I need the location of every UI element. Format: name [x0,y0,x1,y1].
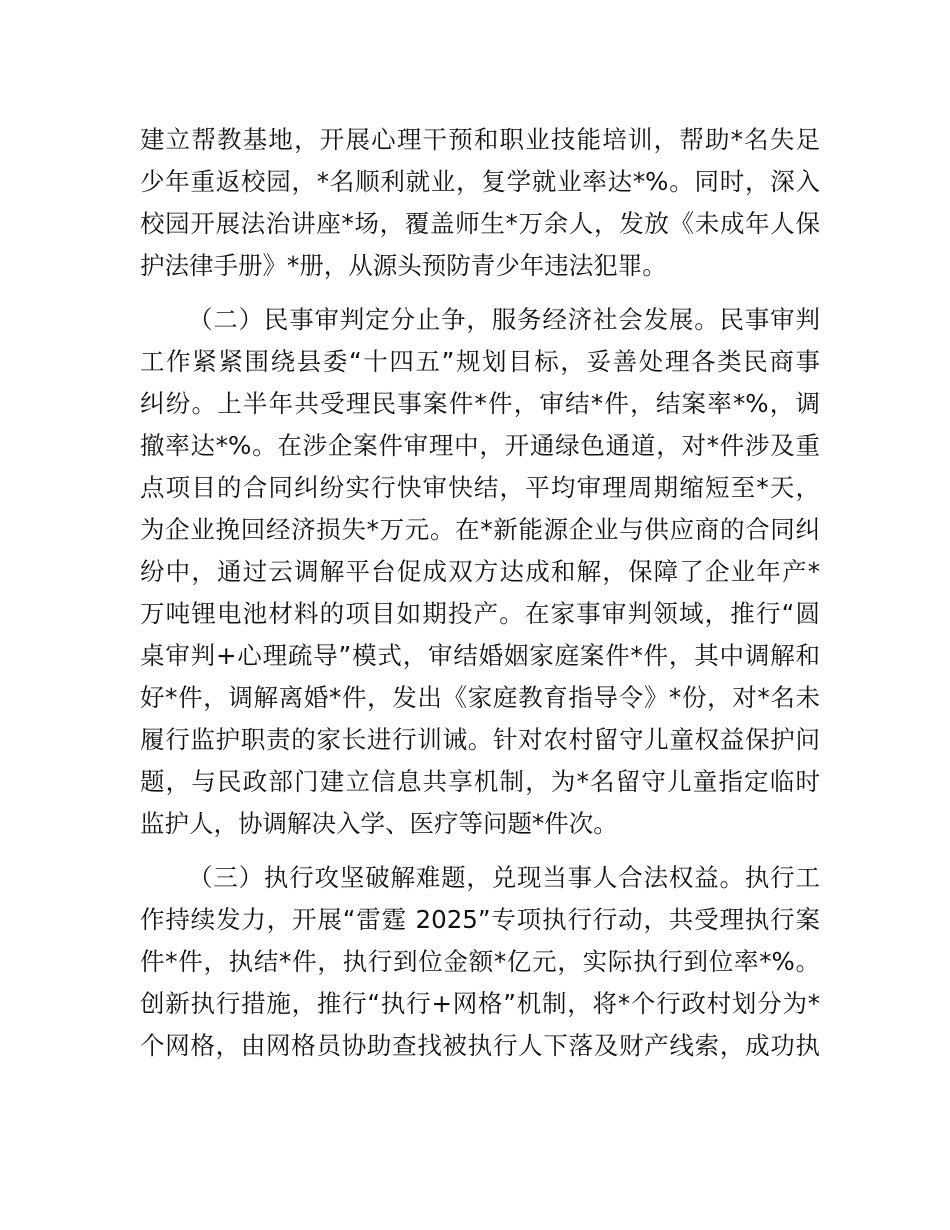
paragraph-3-line-2: 作持续发力，开展“雷霆 2025”专项执行行动，共受理执行案 [140,905,820,934]
paragraph-2-line-13: 监护人，协调解决入学、医疗等问题*件次。 [140,809,618,838]
paragraph-1-line-1: 建立帮教基地，开展心理干预和职业技能培训，帮助*名失足 [140,125,820,154]
paragraph-2-line-5: 点项目的合同纠纷实行快审快结，平均审理周期缩短至*天， [140,473,820,502]
paragraph-2-line-3: 纠纷。上半年共受理民事案件*件，审结*件，结案率*%，调 [140,389,820,418]
paragraph-1-line-3: 校园开展法治讲座*场，覆盖师生*万余人，发放《未成年人保 [140,209,820,238]
paragraph-2-line-12: 题，与民政部门建立信息共享机制，为*名留守儿童指定临时 [140,767,820,796]
paragraph-2-line-11: 履行监护职责的家长进行训诫。针对农村留守儿童权益保护问 [140,725,820,754]
paragraph-2-line-9: 桌审判+心理疏导”模式，审结婚姻家庭案件*件，其中调解和 [140,641,820,670]
paragraph-2-line-7: 纷中，通过云调解平台促成双方达成和解，保障了企业年产* [140,557,820,586]
paragraph-2-line-8: 万吨锂电池材料的项目如期投产。在家事审判领域，推行“圆 [140,599,820,628]
paragraph-3-line-4: 创新执行措施，推行“执行+网格”机制，将*个行政村划分为* [140,989,820,1018]
paragraph-3-line-5: 个网格，由网格员协助查找被执行人下落及财产线索，成功执 [140,1031,820,1060]
paragraph-3-line-3: 件*件，执结*件，执行到位金额*亿元，实际执行到位率*%。 [140,947,820,976]
paragraph-2-line-4: 撤率达*%。在涉企案件审理中，开通绿色通道，对*件涉及重 [140,431,820,460]
paragraph-2-line-1: （二）民事审判定分止争，服务经济社会发展。民事审判 [188,305,820,334]
paragraph-2-line-6: 为企业挽回经济损失*万元。在*新能源企业与供应商的合同纠 [140,515,820,544]
paragraph-2-line-2: 工作紧紧围绕县委“十四五”规划目标，妥善处理各类民商事 [140,347,820,376]
paragraph-1-line-4: 护法律手册》*册，从源头预防青少年违法犯罪。 [140,251,667,280]
paragraph-2-line-10: 好*件，调解离婚*件，发出《家庭教育指导令》*份，对*名未 [140,683,820,712]
paragraph-1-line-2: 少年重返校园，*名顺利就业，复学就业率达*%。同时，深入 [140,167,820,196]
paragraph-3-line-1: （三）执行攻坚破解难题，兑现当事人合法权益。执行工 [188,863,820,892]
